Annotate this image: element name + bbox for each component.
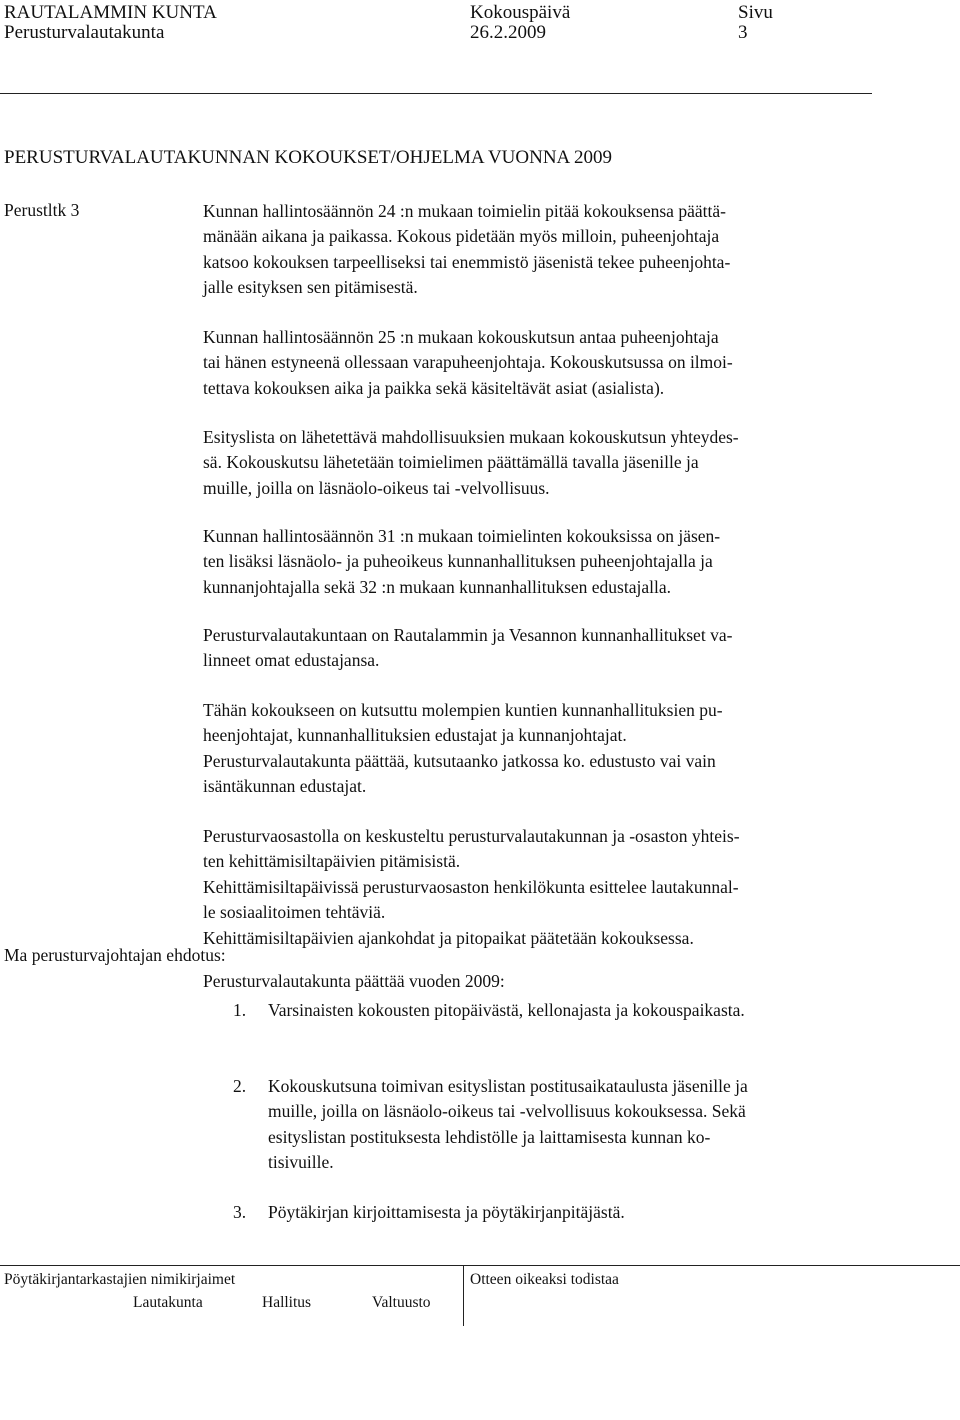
- paragraph-line: Kehittämisiltapäivien ajankohdat ja pitopaikat päätetään kokouksessa.: [203, 927, 694, 948]
- item-line: Varsinaisten kokousten pitopäivästä, kellonajasta ja kokouspaikasta.: [268, 1000, 745, 1020]
- paragraph-1: [203, 199, 883, 301]
- item-line: Pöytäkirjan kirjoittamisesta ja pöytäkirjanpitäjästä.: [268, 1202, 625, 1222]
- footer-signatures-label: Pöytäkirjantarkastajien nimikirjaimet: [4, 1271, 236, 1288]
- paragraph-line: heenjohtajat, kunnanhallituksien edustajat ja kunnanjohtajat.: [203, 725, 627, 746]
- footer-body-lautakunta: Lautakunta: [133, 1294, 203, 1311]
- paragraph-line: Tähän kokoukseen on kutsuttu molempien kuntien kunnanhallituksien pu-: [203, 700, 723, 720]
- paragraph-line: jalle esityksen sen pitämisestä.: [203, 277, 418, 298]
- paragraph-line: le sosiaalitoimen tehtäviä.: [203, 902, 386, 923]
- footer-body-hallitus: Hallitus: [262, 1294, 312, 1311]
- header-rule: [0, 93, 872, 94]
- item-number: 2.: [233, 1076, 247, 1096]
- paragraph-line: Kunnan hallintosäännön 24 :n mukaan toimielin pitää kokouksensa päättä-: [203, 201, 726, 221]
- paragraph-line: tai hänen estyneenä ollessaan varapuheenjohtaja. Kokouskutsussa on ilmoi-: [203, 352, 733, 373]
- paragraph-line: Kunnan hallintosäännön 25 :n mukaan kokouskutsun antaa puheenjohtaja: [203, 327, 719, 347]
- header-page-value: 3: [738, 22, 748, 43]
- header-date-value: 26.2.2009: [470, 22, 546, 43]
- paragraph-line: katsoo kokouksen tarpeelliseksi tai enemmistö jäsenistä tekee puheenjohta-: [203, 251, 731, 272]
- paragraph-3: [203, 425, 883, 501]
- paragraph-2: [203, 325, 883, 401]
- header-org: RAUTALAMMIN KUNTA: [4, 2, 217, 23]
- paragraph-line: tettava kokouksen aika ja paikka sekä käsiteltävät asiat (asialista).: [203, 377, 665, 398]
- paragraph-4: [203, 524, 883, 600]
- decision-intro: Perusturvalautakunta päättää vuoden 2009:: [203, 971, 505, 991]
- paragraph-line: mänään aikana ja paikassa. Kokous pidetään myös milloin, puheenjohtaja: [203, 226, 720, 247]
- paragraph-line: Kunnan hallintosäännön 31 :n mukaan toimielinten kokouksissa on jäsen-: [203, 526, 721, 546]
- footer-rule: [0, 1265, 960, 1266]
- item-line: Kokouskutsuna toimivan esityslistan postitusaikataulusta jäsenille ja: [268, 1076, 748, 1096]
- paragraph-line: ten kehittämisiltapäivien pitämisistä.: [203, 851, 461, 872]
- paragraph-7: [203, 824, 883, 951]
- paragraph-line: isäntäkunnan edustajat.: [203, 776, 367, 797]
- paragraph-line: Kehittämisiltapäivissä perusturvaosaston henkilökunta esittelee lautakunnal-: [203, 876, 739, 897]
- page-title: PERUSTURVALAUTAKUNNAN KOKOUKSET/OHJELMA VUONNA 2009: [4, 147, 612, 168]
- item-line: esityslistan postituksesta lehdistölle ja laittamisesta kunnan ko-: [268, 1126, 711, 1147]
- item-number: 1.: [233, 1000, 247, 1020]
- paragraph-5: [203, 623, 883, 674]
- paragraph-line: Perusturvalautakunta päättää, kutsutaanko jatkossa ko. edustusto vai vain: [203, 750, 716, 771]
- paragraph-line: linneet omat edustajansa.: [203, 650, 380, 671]
- item-number: 3.: [233, 1202, 247, 1222]
- item-line: muille, joilla on läsnäolo-oikeus tai -velvollisuus kokouksessa. Sekä: [268, 1101, 746, 1122]
- footer-divider: [463, 1266, 464, 1326]
- footer-body-valtuusto: Valtuusto: [372, 1294, 431, 1311]
- section-code: Perustltk 3: [4, 200, 80, 220]
- paragraph-line: Perusturvalautakuntaan on Rautalammin ja Vesannon kunnanhallitukset va-: [203, 625, 733, 645]
- item-line: tisivuille.: [268, 1152, 334, 1173]
- paragraph-line: kunnanjohtajalla sekä 32 :n mukaan kunnanhallituksen edustajalla.: [203, 576, 671, 597]
- paragraph-line: muille, joilla on läsnäolo-oikeus tai -velvollisuus.: [203, 477, 550, 498]
- paragraph-6: [203, 698, 883, 800]
- header-date-label: Kokouspäivä: [470, 2, 571, 23]
- paragraph-line: ten lisäksi läsnäolo- ja puheoikeus kunnanhallituksen puheenjohtajalla ja: [203, 551, 713, 572]
- header-body-name: Perusturvalautakunta: [4, 22, 165, 43]
- paragraph-line: Esityslista on lähetettävä mahdollisuuksien mukaan kokouskutsun yhteydes-: [203, 427, 739, 447]
- paragraph-line: sä. Kokouskutsu lähetetään toimielimen päättämällä tavalla jäsenille ja: [203, 452, 699, 473]
- proposal-label: Ma perusturvajohtajan ehdotus:: [4, 945, 226, 965]
- header-page-label: Sivu: [738, 2, 773, 23]
- paragraph-line: Perusturvaosastolla on keskusteltu perusturvalautakunnan ja -osaston yhteis-: [203, 826, 740, 846]
- footer-certified-label: Otteen oikeaksi todistaa: [470, 1271, 619, 1288]
